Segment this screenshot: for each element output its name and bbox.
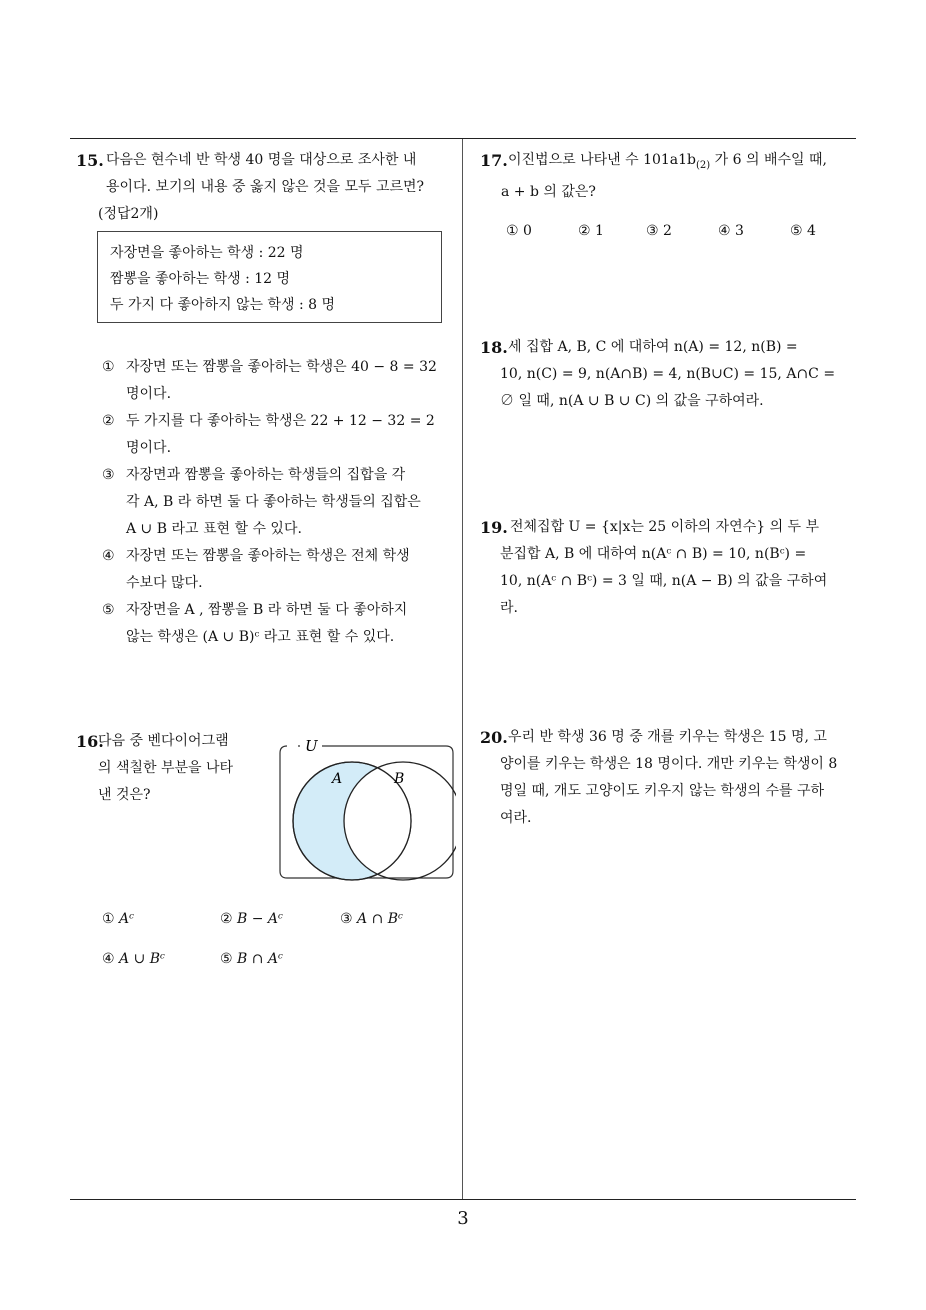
option-line: 각 A, B 라 하면 둘 다 좋아하는 학생들의 집합은: [126, 494, 421, 510]
option-line: 자장면을 A , 짬뽕을 B 라 하면 둘 다 좋아하지: [126, 602, 408, 618]
choice-mark: ②: [220, 911, 233, 927]
option-mark: ⑤: [102, 602, 115, 618]
question-text-line: 의 색칠한 부분을 나타: [98, 760, 234, 776]
question-text-line: 라.: [500, 600, 518, 616]
option-line: 두 가지를 다 좋아하는 학생은 22 + 12 − 32 = 2: [126, 413, 435, 429]
choice-2[interactable]: [578, 223, 646, 239]
option-line: 명이다.: [126, 440, 172, 456]
choice-4[interactable]: [718, 223, 790, 239]
bottom-rule: [70, 1199, 856, 1200]
choice-mark: ③: [646, 223, 659, 239]
info-line: 자장면을 좋아하는 학생 : 22 명: [110, 245, 304, 261]
option-line: A ∪ B 라고 표현 할 수 있다.: [126, 521, 302, 537]
choice-1[interactable]: [102, 911, 220, 927]
option-mark: ③: [102, 467, 115, 483]
question-text-line: a + b 의 값은?: [501, 183, 596, 200]
option-2[interactable]: [102, 408, 447, 462]
question-text-line: 낸 것은?: [98, 787, 151, 803]
column-divider: [462, 139, 463, 1199]
question-text: 가 6 의 배수일 때,: [710, 152, 827, 168]
choice-1[interactable]: [506, 223, 578, 239]
question-text-line: 다음은 현수네 반 학생 40 명을 대상으로 조사한 내: [106, 152, 417, 168]
question-number: 16.: [76, 732, 104, 751]
option-4[interactable]: [102, 543, 447, 597]
question-text-line: 양이를 키우는 학생은 18 명이다. 개만 키우는 학생이 8: [500, 756, 838, 772]
choice-3[interactable]: [646, 223, 718, 239]
option-mark: ②: [102, 413, 115, 429]
question-text-line: 10, n(C) = 9, n(A∩B) = 4, n(B∪C) = 15, A∩C =: [500, 366, 836, 382]
choice-text: 1: [595, 223, 604, 239]
choice-2[interactable]: [220, 911, 340, 927]
venn-diagram: [276, 735, 456, 883]
option-line: 자장면과 짬뽕을 좋아하는 학생들의 집합을 각: [126, 467, 406, 483]
option-5[interactable]: [102, 597, 447, 651]
choice-text: B − Aᶜ: [237, 911, 283, 927]
question-text-line: 전체집합 U = {x|x는 25 이하의 자연수} 의 두 부: [510, 519, 820, 535]
choices-row: [506, 223, 816, 239]
base-subscript: (2): [696, 159, 711, 171]
top-rule: [70, 138, 856, 139]
choice-5[interactable]: [790, 223, 816, 239]
question-text-line: 세 집합 A, B, C 에 대하여 n(A) = 12, n(B) =: [508, 339, 798, 355]
choices-row-2: [102, 951, 283, 967]
question-number: 18.: [480, 338, 508, 357]
choice-3[interactable]: [340, 911, 403, 927]
question-text-line: 여라.: [500, 810, 532, 826]
option-1[interactable]: [102, 354, 447, 408]
choice-mark: ④: [102, 951, 115, 967]
choice-text: Aᶜ: [119, 911, 135, 927]
question-18: [480, 334, 858, 415]
choice-text: 3: [735, 223, 744, 239]
question-text: 이진법으로 나타낸 수 101a1b: [508, 152, 697, 168]
choice-5[interactable]: [220, 951, 283, 967]
question-text-line: (정답2개): [98, 206, 159, 222]
question-text-line: 10, n(Aᶜ ∩ Bᶜ) = 3 일 때, n(A − B) 의 값을 구하여: [500, 573, 828, 589]
option-line: 자장면 또는 짬뽕을 좋아하는 학생은 40 − 8 = 32: [126, 359, 437, 375]
choice-text: 4: [807, 223, 816, 239]
question-number: 17.: [480, 151, 508, 170]
option-mark: ④: [102, 548, 115, 564]
question-20: [480, 724, 858, 832]
choice-text: A ∪ Bᶜ: [119, 951, 165, 967]
question-text-line: 분집합 A, B 에 대하여 n(Aᶜ ∩ B) = 10, n(Bᶜ) =: [500, 546, 807, 562]
set-b-label: B: [394, 771, 405, 787]
option-line: 않는 학생은 (A ∪ B)ᶜ 라고 표현 할 수 있다.: [126, 629, 395, 645]
question-16: [76, 728, 258, 809]
choice-text: B ∩ Aᶜ: [237, 951, 283, 967]
choice-text: 2: [663, 223, 672, 239]
choice-mark: ①: [506, 223, 519, 239]
question-19: [480, 514, 858, 622]
choice-mark: ④: [718, 223, 731, 239]
choice-mark: ⑤: [790, 223, 803, 239]
choice-4[interactable]: [102, 951, 220, 967]
question-text-line: 명일 때, 개도 고양이도 키우지 않는 학생의 수를 구하: [500, 783, 825, 799]
info-box: [97, 231, 442, 323]
choice-mark: ②: [578, 223, 591, 239]
option-line: 자장면 또는 짬뽕을 좋아하는 학생은 전체 학생: [126, 548, 410, 564]
question-text-line: ∅ 일 때, n(A ∪ B ∪ C) 의 값을 구하여라.: [500, 393, 764, 409]
question-text-line: 우리 반 학생 36 명 중 개를 키우는 학생은 15 명, 고: [508, 729, 827, 745]
choices-row-1: [102, 911, 403, 927]
question-17: [480, 147, 858, 206]
universe-label: U: [305, 737, 318, 755]
set-a-label: A: [332, 771, 343, 787]
option-3[interactable]: [102, 462, 447, 543]
question-text-line: 용이다. 보기의 내용 중 옳지 않은 것을 모두 고르면?: [106, 179, 425, 195]
option-mark: ①: [102, 359, 115, 375]
question-15: [76, 147, 454, 228]
question-number: 19.: [480, 518, 508, 537]
question-number: 15.: [76, 151, 104, 170]
choice-mark: ①: [102, 911, 115, 927]
choice-mark: ⑤: [220, 951, 233, 967]
option-line: 명이다.: [126, 386, 172, 402]
choice-text: A ∩ Bᶜ: [357, 911, 403, 927]
info-line: 두 가지 다 좋아하지 않는 학생 : 8 명: [110, 297, 336, 313]
choice-mark: ③: [340, 911, 353, 927]
choice-text: 0: [523, 223, 532, 239]
question-text-line: [508, 147, 858, 179]
question-number: 20.: [480, 728, 508, 747]
info-line: 짬뽕을 좋아하는 학생 : 12 명: [110, 271, 291, 287]
question-text-line: 다음 중 벤다이어그램: [98, 733, 229, 749]
page-number: 3: [457, 1208, 469, 1229]
option-line: 수보다 많다.: [126, 575, 203, 591]
